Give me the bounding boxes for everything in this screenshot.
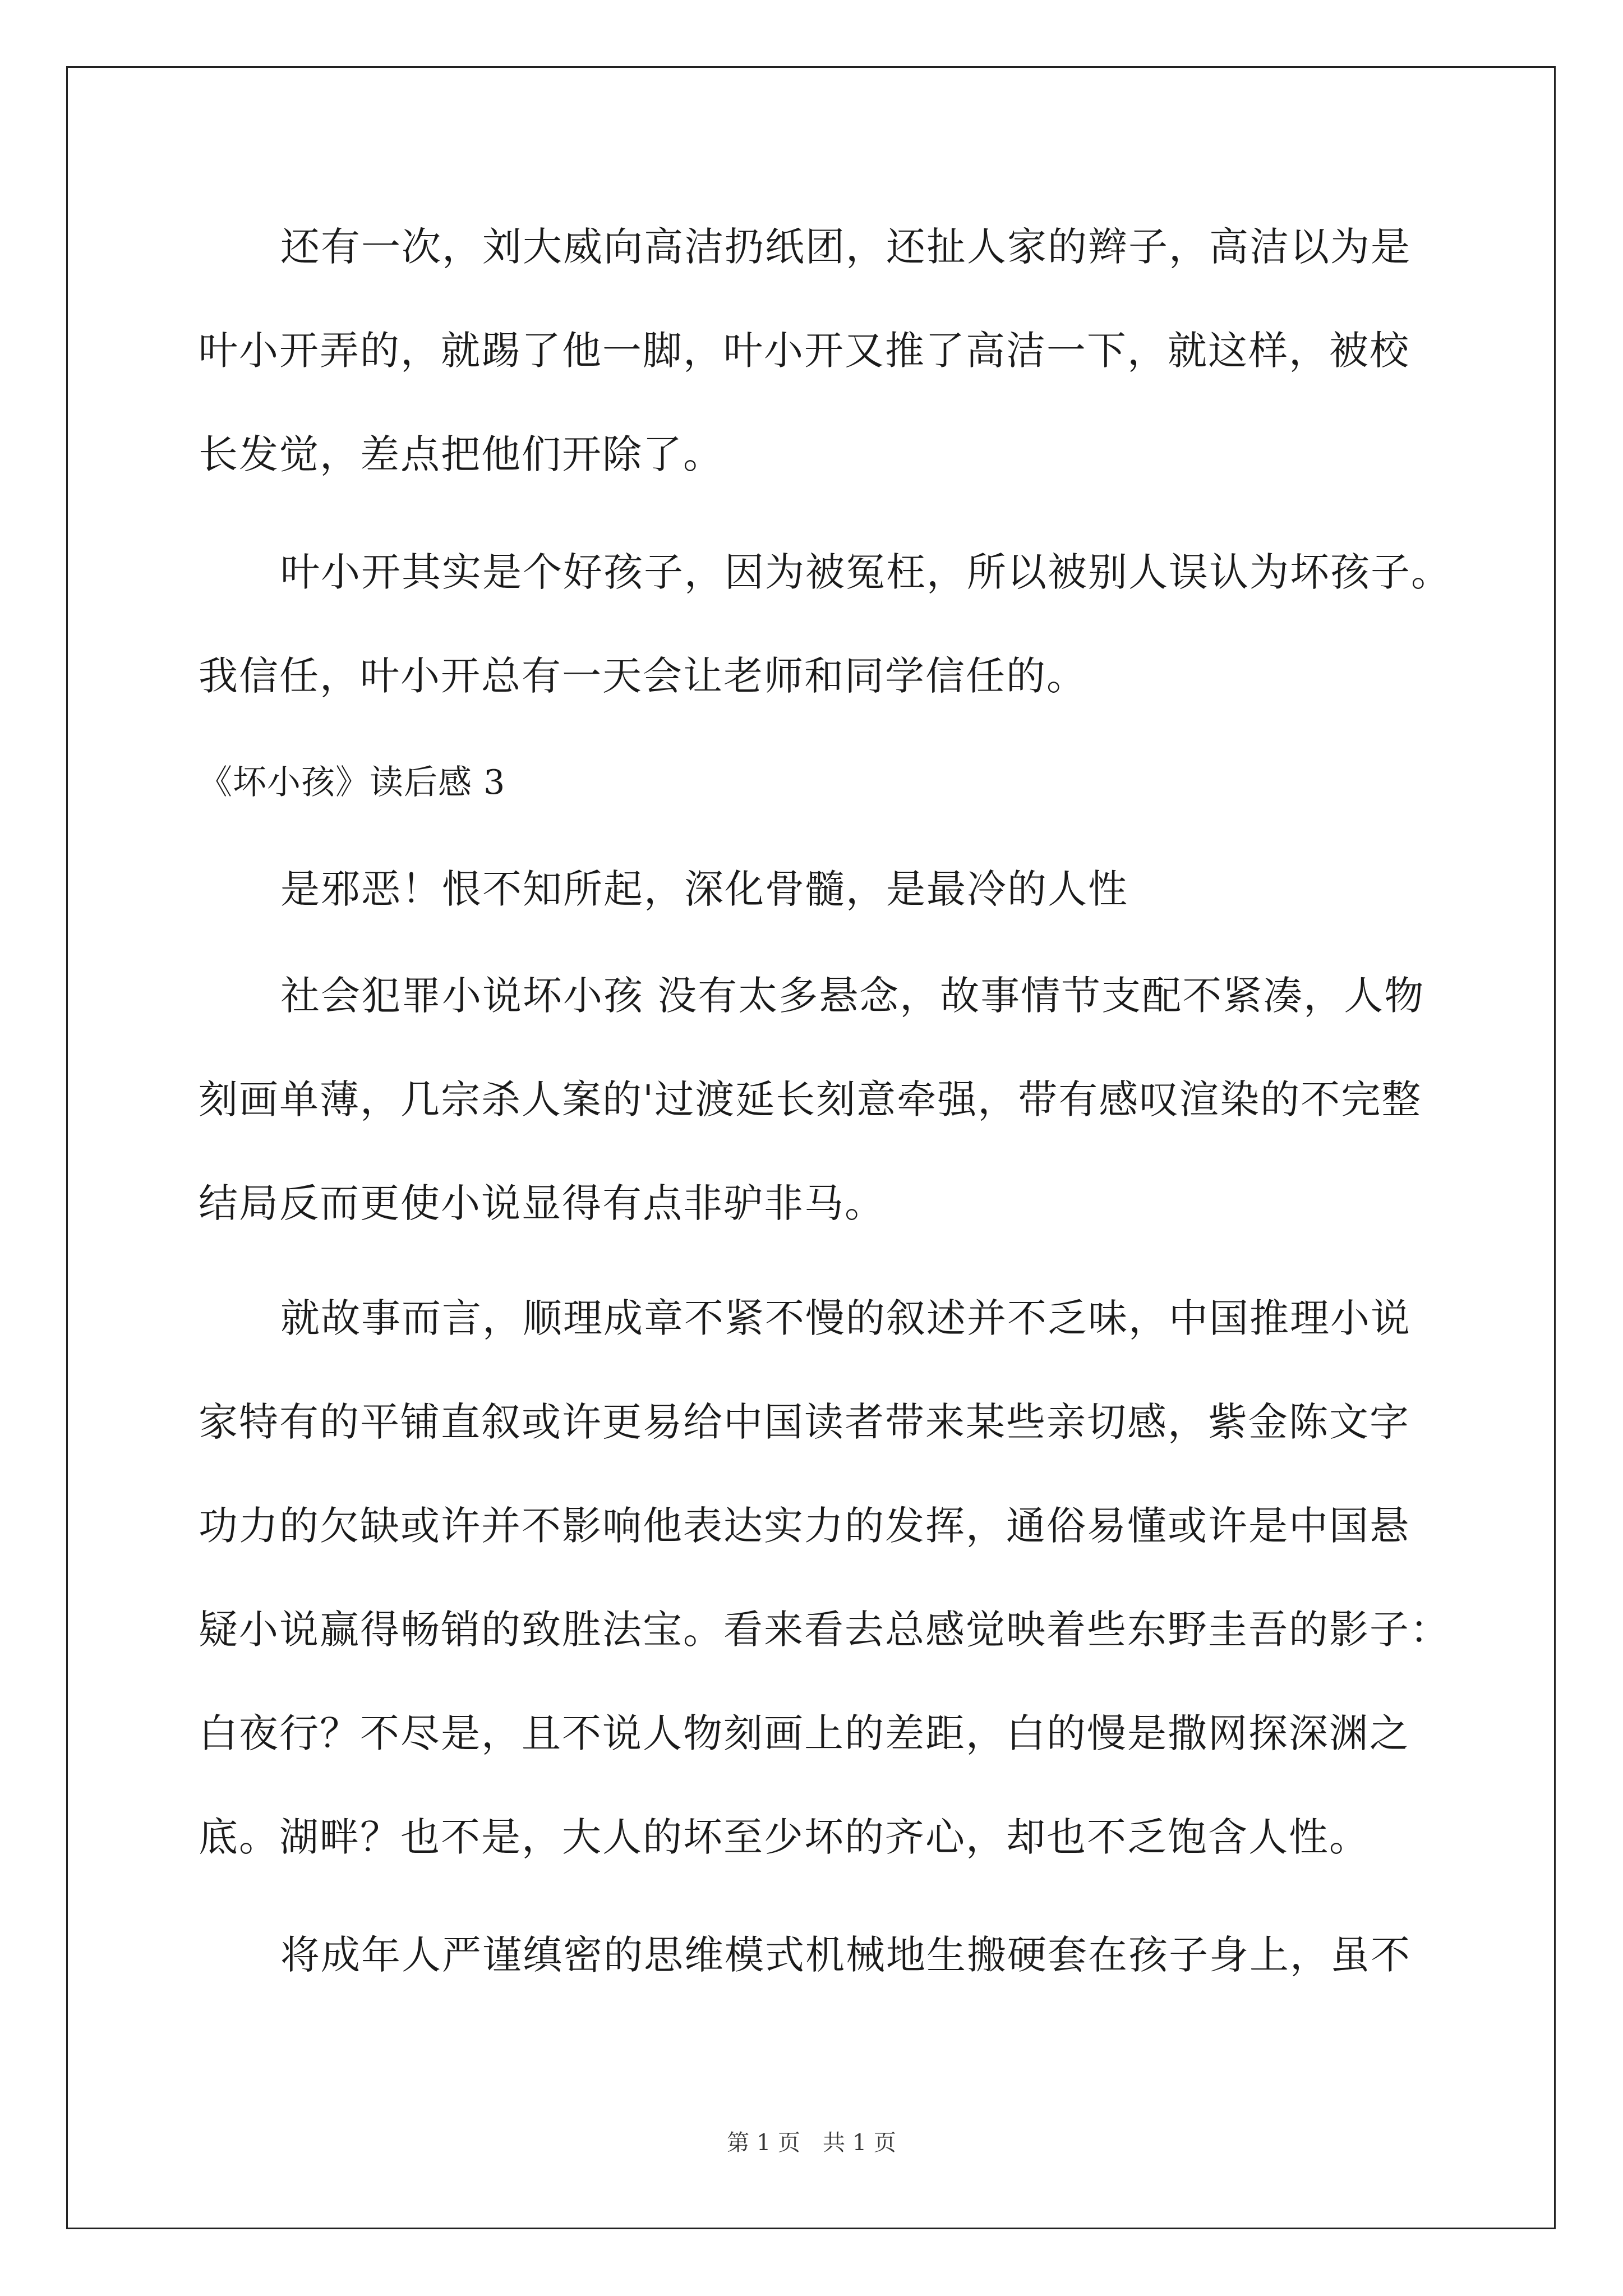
paragraph-line: 底。湖畔？也不是，大人的坏至少坏的齐心，却也不乏饱含人性。 xyxy=(199,1814,1370,1860)
paragraph-line: 功力的欠缺或许并不影响他表达实力的发挥，通俗易懂或许是中国悬 xyxy=(199,1503,1410,1549)
page-number-total: 共 1 页 xyxy=(823,2130,896,2156)
paragraph-line: 就故事而言，顺理成章不紧不慢的叙述并不乏味，中国推理小说 xyxy=(280,1295,1411,1341)
paragraph-line: 社会犯罪小说坏小孩 没有太多悬念，故事情节支配不紧凑，人物 xyxy=(280,973,1425,1019)
paragraph-line: 家特有的平铺直叙或许更易给中国读者带来某些亲切感，紫金陈文字 xyxy=(199,1399,1410,1445)
paragraph-line: 叶小开其实是个好孩子，因为被冤枉，所以被别人误认为坏孩子。 xyxy=(280,549,1451,595)
paragraph-line: 是邪恶！恨不知所起，深化骨髓，是最冷的人性 xyxy=(280,866,1128,912)
page-footer xyxy=(0,2132,1623,2154)
section-heading: 《坏小孩》读后感 3 xyxy=(199,763,506,802)
page-border xyxy=(66,66,1556,2229)
paragraph-line: 刻画单薄，几宗杀人案的'过渡延长刻意牵强，带有感叹渲染的不完整 xyxy=(199,1076,1422,1122)
paragraph-line: 还有一次，刘大威向高洁扔纸团，还扯人家的辫子，高洁以为是 xyxy=(280,224,1411,270)
paragraph-line: 长发觉，差点把他们开除了。 xyxy=(199,431,723,477)
paragraph-line: 白夜行？不尽是，且不说人物刻画上的差距，白的慢是撒网探深渊之 xyxy=(199,1710,1410,1756)
paragraph-line: 将成年人严谨缜密的思维模式机械地生搬硬套在孩子身上，虽不 xyxy=(280,1932,1411,1978)
paragraph-line: 结局反而更使小说显得有点非驴非马。 xyxy=(199,1180,885,1226)
paragraph-line: 疑小说赢得畅销的致胜法宝。看来看去总感觉映着些东野圭吾的影子： xyxy=(199,1607,1450,1653)
paragraph-line: 我信任，叶小开总有一天会让老师和同学信任的。 xyxy=(199,653,1087,699)
page-number-current: 第 1 页 xyxy=(727,2130,800,2156)
paragraph-line: 叶小开弄的，就踢了他一脚，叶小开又推了高洁一下，就这样，被校 xyxy=(199,328,1410,374)
